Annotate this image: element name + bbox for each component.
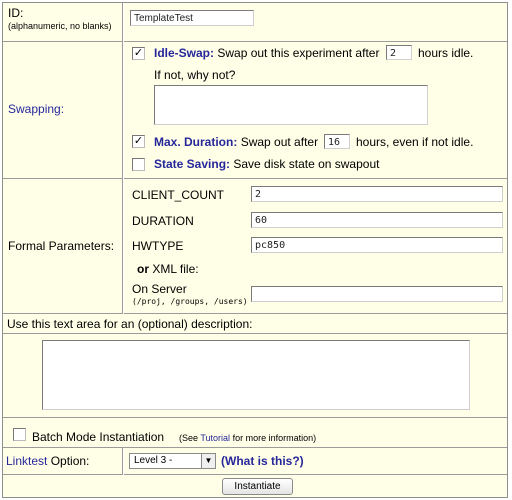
linktest-level-select[interactable] — [129, 453, 216, 469]
param-input-hwtype[interactable]: pc850 — [251, 237, 503, 253]
batch-note — [179, 433, 316, 443]
swapping-label: Swapping: — [8, 102, 65, 116]
formal-params-label-cell — [3, 179, 123, 314]
linktest-label-cell — [3, 448, 123, 475]
linktest-label-line — [6, 454, 89, 468]
param-input-client-count[interactable]: 2 — [251, 186, 503, 202]
param-name-duration: DURATION — [132, 214, 194, 228]
param-name-hwtype: HWTYPE — [132, 239, 184, 253]
max-duration-hours-input[interactable]: 16 — [324, 134, 350, 149]
description-label-cell — [3, 314, 507, 334]
submit-row — [3, 475, 507, 497]
submit-cell — [3, 475, 507, 497]
on-server-hint: (/proj, /groups, /users) — [132, 297, 248, 306]
what-is-this-close: ) — [299, 454, 304, 468]
max-duration-text: Swap out after — [240, 135, 319, 149]
description-label: Use this text area for an (optional) description: — [7, 317, 253, 331]
tutorial-link[interactable]: Tutorial — [200, 433, 231, 443]
batch-note-suffix: for more information) — [232, 433, 317, 443]
id-hint: (alphanumeric, no blanks) — [8, 21, 112, 31]
on-server-label: On Server — [132, 282, 187, 296]
idle-swap-suffix: hours idle. — [418, 46, 474, 60]
description-cell — [3, 334, 507, 418]
id-value-cell — [124, 3, 507, 42]
max-duration-title: Max. Duration: — [154, 135, 238, 149]
description-label-row — [3, 314, 507, 334]
max-duration-checkbox[interactable]: ✓ — [133, 135, 144, 147]
state-saving-text: Save disk state on swapout — [233, 157, 380, 171]
description-row — [3, 334, 507, 418]
or-label: or — [137, 262, 149, 276]
state-saving-checkbox[interactable] — [132, 158, 145, 171]
param-name-client-count: CLIENT_COUNT — [132, 188, 225, 202]
linktest-row — [3, 448, 507, 475]
batch-row — [3, 418, 507, 448]
batch-mode-checkbox[interactable] — [13, 428, 26, 441]
swapping-row — [3, 42, 507, 179]
instantiate-button[interactable]: Instantiate — [222, 478, 293, 495]
description-textarea[interactable] — [42, 340, 470, 410]
linktest-selected-value: Level 3 - — [134, 455, 173, 466]
what-is-this-open: ( — [221, 454, 225, 468]
experiment-form — [2, 2, 508, 498]
what-is-this-link[interactable]: What is this? — [225, 454, 300, 468]
xml-file-line — [137, 262, 199, 276]
state-saving-title: State Saving: — [154, 157, 231, 171]
idle-swap-hours-input[interactable]: 2 — [386, 45, 412, 60]
linktest-link[interactable]: Linktest — [6, 454, 48, 468]
batch-mode-label: Batch Mode Instantiation — [32, 430, 165, 444]
formal-params-cell — [124, 179, 507, 314]
batch-note-prefix: (See — [179, 433, 199, 443]
swapping-label-cell — [3, 42, 123, 179]
idle-swap-checkbox[interactable]: ✓ — [133, 47, 144, 59]
idle-swap-text: Swap out this experiment after — [217, 46, 380, 60]
max-duration-suffix: hours, even if not idle. — [356, 135, 474, 149]
param-input-duration[interactable]: 60 — [251, 212, 503, 228]
what-is-this — [221, 454, 304, 468]
id-input[interactable]: TemplateTest — [130, 10, 254, 26]
id-label-cell — [3, 3, 123, 42]
xml-file-label: XML file: — [152, 262, 199, 276]
on-server-input[interactable] — [251, 286, 503, 302]
max-duration-line — [154, 135, 318, 149]
id-row — [3, 3, 507, 42]
id-label: ID: — [8, 6, 24, 20]
idle-swap-reason-textarea[interactable] — [154, 85, 428, 125]
formal-params-label: Formal Parameters: — [8, 239, 115, 253]
swapping-options-cell — [124, 42, 507, 179]
linktest-option-label: Option: — [50, 454, 90, 468]
formal-params-row — [3, 179, 507, 314]
state-saving-line — [154, 157, 379, 171]
idle-swap-line — [154, 46, 379, 60]
if-not-label: If not, why not? — [154, 68, 236, 82]
dropdown-arrow-icon[interactable]: ▼ — [201, 454, 215, 468]
batch-cell — [3, 418, 507, 448]
linktest-control-cell — [124, 448, 507, 475]
idle-swap-title: Idle-Swap: — [154, 46, 215, 60]
